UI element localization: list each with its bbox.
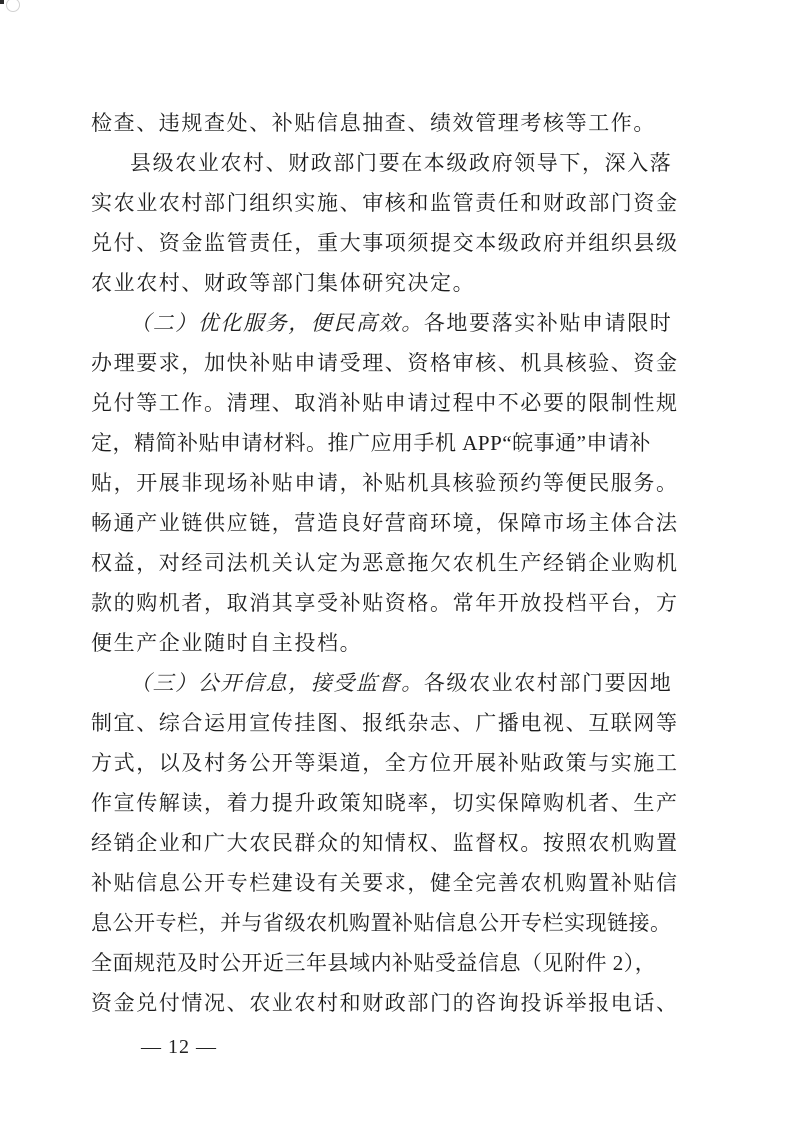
document-line <box>91 223 731 263</box>
scan-artifact-circle <box>6 0 20 12</box>
document-line <box>91 863 731 903</box>
document-line <box>91 663 731 703</box>
line-text: 经销企业和广大农民群众的知情权、监督权。按照农机购置 <box>91 831 679 855</box>
document-line <box>91 143 731 183</box>
line-text: 作宣传解读，着力提升政策知晓率，切实保障购机者、生产 <box>91 791 679 815</box>
line-text: 检查、违规查处、补贴信息抽查、绩效管理考核等工作。 <box>91 111 656 135</box>
document-line <box>91 583 731 623</box>
document-line <box>91 103 731 143</box>
document-line <box>91 423 731 463</box>
document-line <box>91 903 731 943</box>
document-line <box>91 463 731 503</box>
line-text: 兑付、资金监管责任，重大事项须提交本级政府并组织县级 <box>91 231 679 255</box>
line-text: 定，精简补贴申请材料。推广应用手机 APP“皖事通”申请补 <box>91 431 651 455</box>
document-line <box>91 983 731 1023</box>
document-text <box>91 103 731 1023</box>
document-line <box>91 743 731 783</box>
document-line <box>91 383 731 423</box>
line-text: 制宜、综合运用宣传挂图、报纸杂志、广播电视、互联网等 <box>91 711 679 735</box>
document-line <box>91 343 731 383</box>
document-line <box>91 503 731 543</box>
line-text: 各级农业农村部门要因地 <box>423 671 673 695</box>
document-line <box>91 183 731 223</box>
line-text: 便生产企业随时自主投档。 <box>91 631 363 655</box>
document-line <box>91 783 731 823</box>
paragraph-lead: （三）公开信息，接受监督。 <box>130 671 424 695</box>
line-text: 息公开专栏，并与省级农机购置补贴信息公开专栏实现链接。 <box>91 911 672 935</box>
line-text: 县级农业农村、财政部门要在本级政府领导下，深入落 <box>130 151 673 175</box>
document-line <box>91 263 731 303</box>
line-text: 补贴信息公开专栏建设有关要求，健全完善农机购置补贴信 <box>91 871 679 895</box>
line-text: 兑付等工作。清理、取消补贴申请过程中不必要的限制性规 <box>91 391 679 415</box>
scan-artifact-square <box>0 0 4 4</box>
line-text: 全面规范及时公开近三年县域内补贴受益信息（见附件 2）， <box>91 951 657 975</box>
document-line <box>91 703 731 743</box>
line-text: 贴，开展非现场补贴申请，补贴机具核验预约等便民服务。 <box>91 471 679 495</box>
line-text: 实农业农村部门组织实施、审核和监管责任和财政部门资金 <box>91 191 679 215</box>
line-text: 农业农村、财政等部门集体研究决定。 <box>91 271 476 295</box>
document-line <box>91 823 731 863</box>
line-text: 款的购机者，取消其享受补贴资格。常年开放投档平台，方 <box>91 591 679 615</box>
line-text: 办理要求，加快补贴申请受理、资格审核、机具核验、资金 <box>91 351 679 375</box>
line-text: 畅通产业链供应链，营造良好营商环境，保障市场主体合法 <box>91 511 679 535</box>
line-text: 各地要落实补贴申请限时 <box>423 311 673 335</box>
line-text: 方式，以及村务公开等渠道，全方位开展补贴政策与实施工 <box>91 751 679 775</box>
document-line <box>91 943 731 983</box>
page-number: — 12 — <box>141 1036 217 1058</box>
line-text: 权益，对经司法机关认定为恶意拖欠农机生产经销企业购机 <box>91 551 679 575</box>
document-line <box>91 303 731 343</box>
document-line <box>91 623 731 663</box>
paragraph-lead: （二）优化服务，便民高效。 <box>130 311 424 335</box>
line-text: 资金兑付情况、农业农村和财政部门的咨询投诉举报电话、 <box>91 991 679 1015</box>
document-line <box>91 543 731 583</box>
